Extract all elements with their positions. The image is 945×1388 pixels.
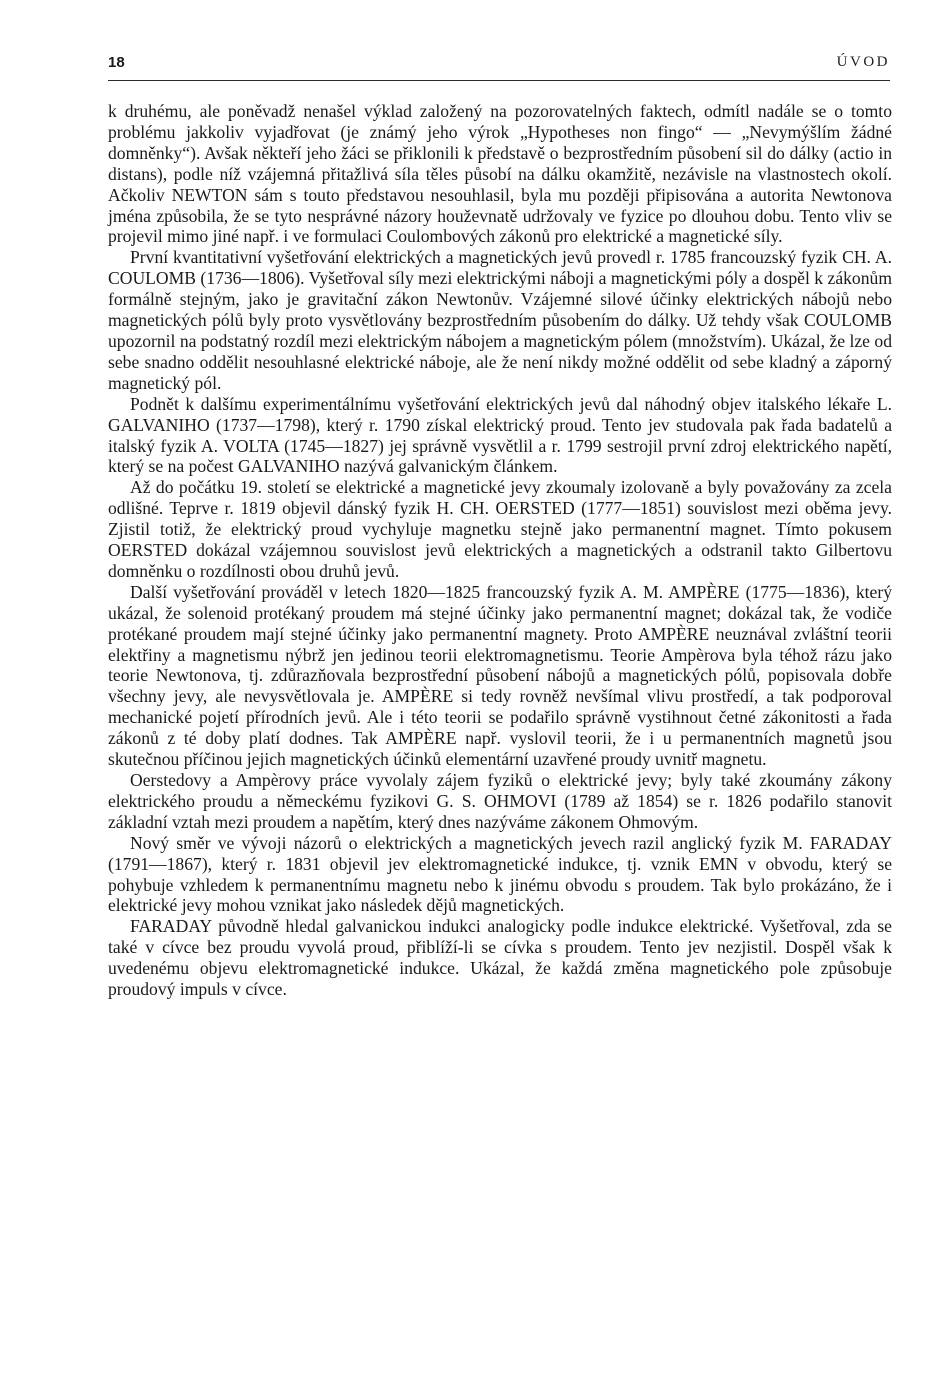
paragraph: Oerstedovy a Ampèrovy práce vyvolaly zájem fyziků o elektrické jevy; byly také zkoumány zákony elektrického proudu a německému fyzikovi G. S. OHMOVI (1789 až 1854) se r. 1826 podařilo stanovit základní vztah mezi proudem a napětím, který dnes nazýváme zákonem Ohmovým.	[108, 770, 892, 832]
paragraph: k druhému, ale poněvadž nenašel výklad založený na pozorovatelných faktech, odmítl nadále se o tomto problému jakkoliv vyjadřovat (je známý jeho výrok „Hypotheses non fingo“ — „Nevymýšlím žádné domněnky“). Avšak někteří jeho žáci se přiklonili k představě o bezprostředním působení sil do dálky (actio in distans), podle níž vzájemná přitažlivá síla těles působí na dálku okamžitě, nezávisle na vlastnostech okolí. Ačkoliv NEWTON sám s touto představou nesouhlasil, byla mu později připisována a autorita Newtonova jména způsobila, že se tyto nesprávné názory houževnatě udržovaly ve fyzice po dlouhou dobu. Tento vliv se projevil mimo jiné např. i ve formulaci Coulombových zákonů pro elektrické a magnetické síly.	[108, 101, 892, 247]
paragraph: Podnět k dalšímu experimentálnímu vyšetřování elektrických jevů dal náhodný objev italského lékaře L. GALVANIHO (1737—1798), který r. 1790 získal elektrický proud. Tento jev studovala pak řada badatelů a italský fyzik A. VOLTA (1745—1827) jej správně vysvětlil a r. 1799 sestrojil první zdroj elektrického napětí, který se na počest GALVANIHO nazývá galvanickým článkem.	[108, 393, 892, 477]
page-number: 18	[108, 54, 125, 71]
paragraph: Až do počátku 19. století se elektrické a magnetické jevy zkoumaly izolovaně a byly považovány za zcela odlišné. Teprve r. 1819 objevil dánský fyzik H. CH. OERSTED (1777—1851) souvislost mezi oběma jevy. Zjistil totiž, že elektrický proud vychyluje magnetku stejně jako permanentní magnet. Tímto pokusem OERSTED dokázal vzájemnou souvislost jevů elektrických a magnetických a odstranil takto Gilbertovu domněnku o rozdílnosti obou druhů jevů.	[108, 477, 892, 581]
paragraph: Další vyšetřování prováděl v letech 1820—1825 francouzský fyzik A. M. AMPÈRE (1775—1836), který ukázal, že solenoid protékaný proudem má stejné účinky jako permanentní magnet; dokázal tak, že vodiče protékané proudem mají stejné účinky jako permanentní magnety. Proto AMPÈRE neuznával zvláštní teorii elektřiny a magnetismu nýbrž jen jedinou teorii elektromagnetismu. Teorie Ampèrova byla téhož rázu jako teorie Newtonova, tj. zdůrazňovala bezprostřední působení nábojů a magnetických pólů, popisovala dobře všechny jevy, ale nevysvětlovala je. AMPÈRE si tedy rovněž nevšímal vlivu prostředí, a tak podporoval mechanické pojetí přírodních jevů. Ale i této teorii se podařilo správně vystihnout četné zákonitosti a řada zákonů z té doby platí dodnes. Tak AMPÈRE např. vyslovil teorii, že i u permanentních magnetů jsou skutečnou příčinou jejich magnetických účinků elementární uzavřené proudy uvnitř magnetu.	[108, 581, 892, 770]
running-head: ÚVOD	[836, 54, 890, 70]
paragraph: První kvantitativní vyšetřování elektrických a magnetických jevů provedl r. 1785 francouzský fyzik CH. A. COULOMB (1736—1806). Vyšetřoval síly mezi elektrickými náboji a magnetickými póly a dospěl k zákonům formálně stejným, jako je gravitační zákon Newtonův. Vzájemné silové účinky elektrických nábojů nebo magnetických pólů byly proto vysvětlovány bezprostředním působením do dálky. Už tehdy však COULOMB upozornil na podstatný rozdíl mezi elektrickým nábojem a magnetickým pólem (množstvím). Ukázal, že lze od sebe snadno oddělit nesouhlasné elektrické náboje, ale že není nikdy možné oddělit od sebe kladný a záporný magnetický pól.	[108, 247, 892, 393]
paragraph: FARADAY původně hledal galvanickou indukci analogicky podle indukce elektrické. Vyšetřoval, zda se také v cívce bez proudu vyvolá proud, přiblíží-li se cívka s proudem. Tento jev nezjistil. Dospěl však k uvedenému objevu elektromagnetické indukce. Ukázal, že každá změna magnetického pole způsobuje proudový impuls v cívce.	[108, 916, 892, 1000]
paragraph: Nový směr ve vývoji názorů o elektrických a magnetických jevech razil anglický fyzik M. FARADAY (1791—1867), který r. 1831 objevil jev elektromagnetické indukce, tj. vznik EMN v obvodu, který se pohybuje vzhledem k permanentnímu magnetu nebo k jinému obvodu s proudem. Tak bylo prokázáno, že i elektrické jevy mohou vznikat jako následek dějů magnetických.	[108, 832, 892, 916]
text-body	[108, 101, 892, 1000]
page-header	[108, 52, 890, 81]
